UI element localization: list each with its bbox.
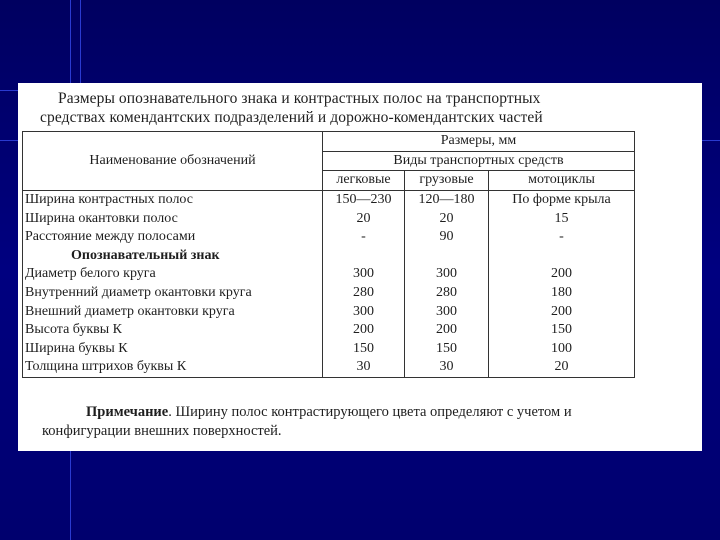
row-value: 300 [323,265,405,284]
row-value: - [323,228,405,247]
section-title: Опознавательный знак [23,247,323,266]
column-header: легковые [323,171,405,191]
row-name: Ширина буквы К [23,340,323,359]
note-text: . Ширину полос контрастирующего цвета определяют с учетом и [168,404,572,420]
table-row [23,302,635,321]
row-value: 120—180 [405,190,489,209]
row-value: По форме крыла [489,190,635,209]
table-note [42,403,692,441]
row-name: Толщина штрихов буквы К [23,358,323,377]
row-name: Внешний диаметр окантовки круга [23,302,323,321]
header-sizes: Размеры, мм [323,132,635,152]
dimensions-table [22,131,635,378]
row-value: 180 [489,284,635,303]
row-value: 280 [323,284,405,303]
title-line-1: Размеры опознавательного знака и контрастных полос на транспортных [58,90,541,107]
table-row [23,209,635,228]
header-types: Виды транспортных средств [323,151,635,171]
row-value: 150 [405,340,489,359]
table-row [23,228,635,247]
row-value: 280 [405,284,489,303]
row-value: 200 [405,321,489,340]
row-value: 20 [323,209,405,228]
row-value: 300 [405,265,489,284]
row-value: 20 [405,209,489,228]
table-row [23,284,635,303]
document-title [40,89,700,127]
row-value: 150—230 [323,190,405,209]
row-value: 30 [323,358,405,377]
header-name: Наименование обозначений [23,132,323,191]
row-name: Диаметр белого круга [23,265,323,284]
decor-corner [0,0,81,91]
row-value: - [489,228,635,247]
row-value: 90 [405,228,489,247]
table-row [23,321,635,340]
table-row [23,265,635,284]
row-value: 300 [405,302,489,321]
title-line-2: средствах комендантских подразделений и дорожно-комендантских частей [40,109,543,126]
table-row [23,190,635,209]
table-row [23,358,635,377]
row-value: 150 [323,340,405,359]
row-value: 15 [489,209,635,228]
row-name: Ширина окантовки полос [23,209,323,228]
row-value: 150 [489,321,635,340]
row-name: Расстояние между полосами [23,228,323,247]
row-value: 30 [405,358,489,377]
column-header: мотоциклы [489,171,635,191]
row-value: 100 [489,340,635,359]
column-header: грузовые [405,171,489,191]
row-value: 200 [489,302,635,321]
row-value: 200 [489,265,635,284]
row-value: 200 [323,321,405,340]
section-row [23,247,635,266]
document-sheet [18,83,702,451]
note-label: Примечание [86,404,169,420]
row-name: Ширина контрастных полос [23,190,323,209]
row-value: 300 [323,302,405,321]
note-text-2: конфигурации внешних поверхностей. [42,423,282,439]
row-value: 20 [489,358,635,377]
row-name: Внутренний диаметр окантовки круга [23,284,323,303]
row-name: Высота буквы К [23,321,323,340]
table-row [23,340,635,359]
